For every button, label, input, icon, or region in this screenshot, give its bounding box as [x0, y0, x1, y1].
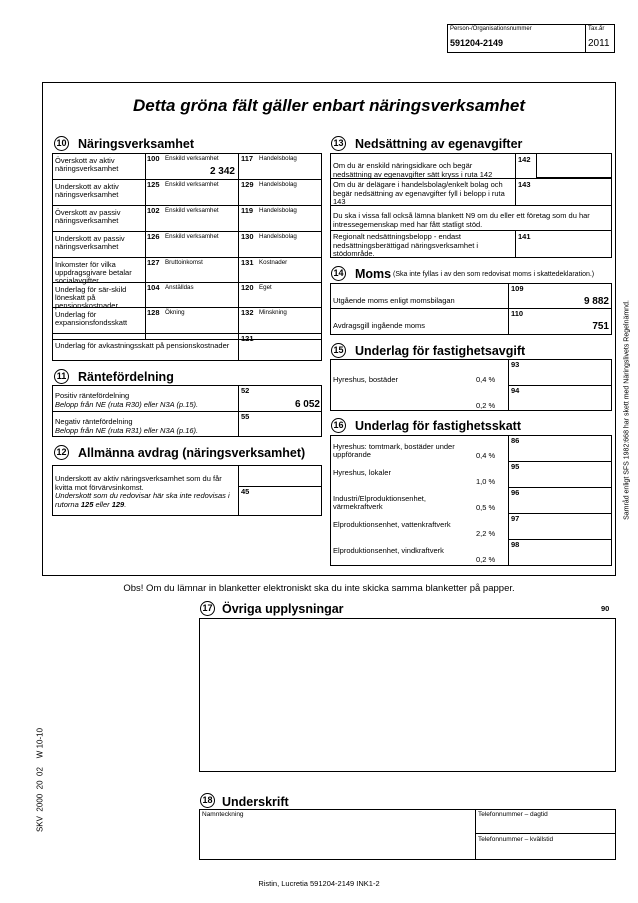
s10-row-code-2: 120	[241, 283, 254, 292]
s16-row-code: 86	[511, 436, 520, 445]
s10-row-sublabel-2: Handelsbolag	[259, 233, 297, 240]
s15-row-label: Hyreshus, bostäder	[333, 375, 399, 384]
s16-row-percent: 0,2 %	[476, 555, 496, 564]
s16-row-label: Industri/Elproduktionsenhet, värmekraftverk	[333, 494, 426, 511]
s12-code: 45	[241, 487, 250, 496]
s16-row-code: 97	[511, 514, 520, 523]
s16-row-label: Hyreshus, lokaler	[333, 468, 391, 477]
s16-row-percent: 2,2 %	[476, 529, 496, 538]
moms-in-value[interactable]: 751	[592, 321, 609, 332]
s16-row-percent: 0,4 %	[476, 451, 496, 460]
s10-row-code-1: 126	[147, 232, 160, 241]
s10-row-code-2: 129	[241, 180, 254, 189]
s10-row-sublabel-1: Enskild verksamhet	[165, 233, 219, 240]
section-17-code: 90	[601, 604, 610, 613]
section-10-number: 10	[54, 136, 69, 151]
s15-row-percent: 0,2 %	[476, 401, 496, 410]
section-14-title: Moms	[355, 267, 392, 281]
section-13-number: 13	[331, 136, 346, 151]
s15-row-percent: 0,4 %	[476, 375, 496, 384]
pos-sub: Belopp från NE (ruta R30) eller N3A (p.15).	[55, 400, 199, 409]
avk-code: 121	[241, 334, 254, 343]
moms-out-value[interactable]: 9 882	[583, 296, 609, 307]
year-value[interactable]: 2011	[588, 38, 610, 49]
section-15-title: Underlag för fastighetsavgift	[355, 344, 526, 358]
s10-row-code-1: 125	[147, 180, 160, 189]
s10-row-code-1: 104	[147, 283, 160, 292]
s10-row-label: Inkomster för vilka uppdragsgivare betalar socialavgifter	[55, 260, 132, 285]
moms-out-code: 109	[511, 284, 524, 293]
s16-row-code: 98	[511, 540, 520, 549]
section-17-number: 17	[200, 601, 215, 616]
section-11-number: 11	[54, 369, 69, 384]
phone-day-field[interactable]: Telefonnummer – dagtid	[478, 811, 548, 818]
s10-row-sublabel-2: Handelsbolag	[259, 181, 297, 188]
year-label: Tax.år	[588, 26, 605, 32]
s13-r2-label: Om du är delägare i handelsbolag/enkelt bolag och begär nedsättning av egenavgifter fyll i belopp i ruta 143	[333, 180, 505, 206]
s10-row-code-2: 117	[241, 154, 254, 163]
section-15-number: 15	[331, 343, 346, 358]
s10-row-code-2: 130	[241, 232, 254, 241]
obs-note: Obs! Om du lämnar in blanketter elektroniskt ska du inte skicka samma blanketter på papper.	[123, 583, 515, 594]
s10-row-code-1: 102	[147, 206, 160, 215]
s16-row-label: Elproduktionsenhet, vindkraftverk	[333, 546, 444, 555]
signature-field[interactable]: Namnteckning	[202, 811, 244, 818]
s10-row-sublabel-2: Minskning	[259, 309, 287, 316]
section-13-title: Nedsättning av egenavgifter	[355, 137, 523, 151]
other-info-textarea[interactable]	[199, 618, 616, 772]
s16-row-percent: 0,5 %	[476, 503, 496, 512]
s10-row-value-1[interactable]: 2 342	[209, 166, 235, 177]
s15-row-code: 94	[511, 386, 520, 395]
s10-row-sublabel-2: Eget	[259, 284, 272, 291]
form-code: SKV 2000 20 02 W 10-10	[35, 727, 45, 833]
s16-row-percent: 1,0 %	[476, 477, 496, 486]
moms-out-label: Utgående moms enligt momsbilagan	[333, 296, 455, 305]
avk-label: Underlag för avkastningsskatt på pensionskostnader	[55, 341, 230, 350]
s10-row-label: Underlag för sär-skild löneskatt på pensionskostnader	[55, 285, 127, 310]
s16-row-label: Elproduktionsenhet, vattenkraftverk	[333, 520, 451, 529]
section-11-title: Räntefördelning	[78, 370, 174, 384]
s13-r2-code: 143	[518, 180, 531, 189]
footer-text: Ristin, Lucretia 591204-2149 INK1-2	[258, 879, 380, 888]
s10-row-sublabel-1: Bruttoinkomst	[165, 259, 203, 266]
s13-r3-label: Regionalt nedsättningsbelopp - endast nedsättningsberättigad näringsverksamhet i stödområde.	[333, 232, 479, 258]
s10-row-code-1: 128	[147, 308, 160, 317]
s15-row-code: 93	[511, 360, 520, 369]
pos-label: Positiv räntefördelning	[55, 391, 130, 400]
s10-row-label: Överskott av passiv näringsverksamhet	[55, 208, 121, 225]
s13-note: Du ska i vissa fall också lämna blankett N9 om du eller ett företag som du har intressegemenskap med har fått statligt stöd.	[333, 211, 590, 229]
side-note: Samråd enligt SFS 1982:668 har skett med Näringslivets Regelnämnd.	[623, 300, 631, 520]
s13-r1-code: 142	[518, 155, 531, 164]
s16-row-label: Hyreshus: tomtmark, bostäder under uppförande	[333, 442, 455, 459]
banner-title: Detta gröna fält gäller enbart näringsverksamhet	[132, 96, 526, 115]
checkbox-142[interactable]	[536, 153, 612, 178]
s16-row-code: 96	[511, 488, 520, 497]
pos-code: 52	[241, 386, 250, 395]
s12-label: Underskott av aktiv näringsverksamhet som du får kvitta mot förvärvsinkomst. Underskott som du redovisar här ska inte redovisas i rutorna 125 eller 129.	[55, 474, 230, 509]
section-17-title: Övriga upplysningar	[222, 602, 344, 616]
moms-in-code: 110	[511, 309, 524, 318]
s10-row-sublabel-2: Kostnader	[259, 259, 288, 266]
s10-row-sublabel-1: Ökning	[165, 309, 185, 316]
neg-label: Negativ räntefördelning	[55, 417, 133, 426]
section-10-title: Näringsverksamhet	[78, 137, 195, 151]
s16-row-code: 95	[511, 462, 520, 471]
s10-row-sublabel-1: Anställdas	[165, 284, 194, 291]
section-18-title: Underskrift	[222, 795, 289, 809]
section-12-number: 12	[54, 445, 69, 460]
s10-row-label: Överskott av aktiv näringsverksamhet	[55, 156, 119, 173]
s10-row-code-2: 131	[241, 258, 254, 267]
orgnr-label: Person-/Organisationsnummer	[450, 26, 532, 32]
s13-r1-label: Om du är enskild näringsidkare och begär nedsättning av egenavgifter sätt kryss i ruta 142	[333, 161, 493, 179]
section-14-subtitle: (Ska inte fyllas i av den som redovisat moms i skattedeklaration.)	[393, 271, 595, 278]
s10-row-sublabel-1: Enskild verksamhet	[165, 207, 219, 214]
pos-value[interactable]: 6 052	[294, 399, 320, 410]
moms-in-label: Avdragsgill ingående moms	[333, 321, 425, 330]
s10-row-code-2: 132	[241, 308, 254, 317]
s10-row-label: Underskott av aktiv näringsverksamhet	[55, 182, 119, 199]
neg-sub: Belopp från NE (ruta R31) eller N3A (p.16).	[55, 426, 199, 435]
orgnr-value[interactable]: 591204-2149	[450, 38, 504, 48]
section-18-number: 18	[200, 793, 215, 808]
neg-code: 55	[241, 412, 250, 421]
s13-r3-code: 141	[518, 232, 531, 241]
s10-row-code-2: 119	[241, 206, 254, 215]
s10-row-label: Underskott av passiv näringsverksamhet	[55, 234, 125, 251]
s10-row-code-1: 127	[147, 258, 160, 267]
section-16-number: 16	[331, 418, 346, 433]
s10-row-sublabel-1: Enskild verksamhet	[165, 155, 219, 162]
s10-row-label: Underlag för expansionsfondsskatt	[55, 310, 128, 327]
s10-row-code-1: 100	[147, 154, 160, 163]
s10-row-sublabel-2: Handelsbolag	[259, 155, 297, 162]
section-14-number: 14	[331, 266, 346, 281]
section-16-title: Underlag för fastighetsskatt	[355, 419, 522, 433]
s10-row-sublabel-1: Enskild verksamhet	[165, 181, 219, 188]
s10-row-sublabel-2: Handelsbolag	[259, 207, 297, 214]
section-12-title: Allmänna avdrag (näringsverksamhet)	[78, 446, 306, 460]
phone-evening-field[interactable]: Telefonnummer – kvällstid	[478, 836, 554, 843]
signature-table	[199, 809, 616, 860]
